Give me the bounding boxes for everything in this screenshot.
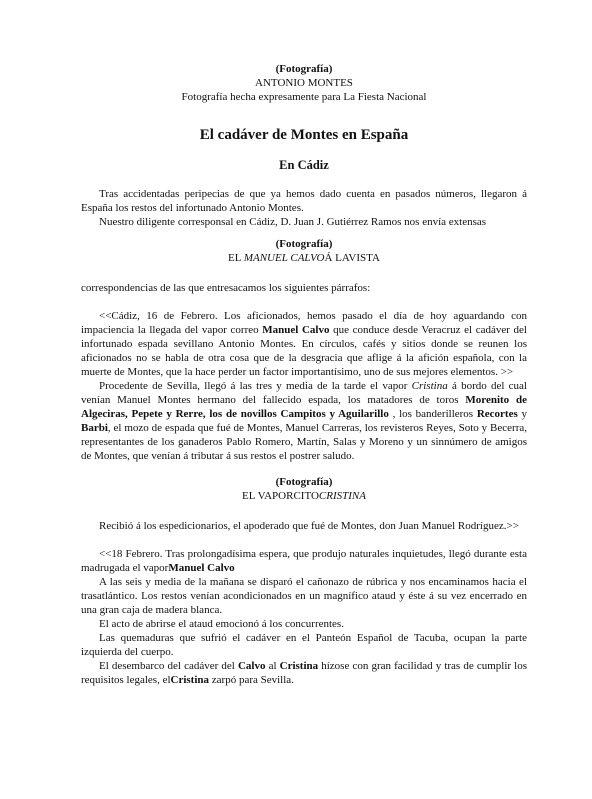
photo-title-pre: EL VAPORCITO [242, 490, 319, 502]
paragraph-seis: A las seis y media de la mañana se disparó el cañonazo de rúbrica y nos encaminamos hacia el trasatlántico. Los restos venían acondicionados en un magnífico ataud y éste á su vez encerrado en una gran caja de madera blanca. [81, 576, 527, 616]
photo-caption-calvo [81, 237, 527, 265]
photo-name: ANTONIO MONTES [255, 77, 353, 89]
quote-paragraph-1 [81, 309, 527, 379]
text-run: , los banderilleros [388, 408, 477, 420]
ship-name: Cristina [170, 674, 210, 686]
quote-paragraph-2 [81, 547, 527, 575]
ship-name: Calvo [237, 660, 266, 672]
paragraph-desembarco [81, 659, 527, 687]
ship-name: Cristina [279, 660, 319, 672]
ship-name: Cristina [411, 380, 448, 392]
intro [81, 187, 527, 229]
paragraph-quemaduras: Las quemaduras que sufrió el cadáver en el Panteón Español de Tacuba, ocupan la parte izquierda del cuerpo. [81, 632, 527, 658]
photo-label: (Fotografía) [275, 476, 333, 488]
photo-title-ship: CRISTINA [318, 490, 366, 502]
text-run: á bordo del cual venían Manuel Montes hermano del fallecido espada, los matadores de toros [81, 380, 527, 406]
correspondence-line: correspondencias de las que entresacamos los siguientes párrafos: [81, 282, 371, 294]
photo-caption-montes [81, 62, 527, 104]
recibio-paragraph: Recibió á los espedicionarios, el apoderado que fué de Montes, don Juan Manuel Rodríguez.>> [99, 520, 519, 532]
photo-caption-cristina [81, 475, 527, 503]
ship-name: Manuel Calvo [262, 324, 330, 336]
text-run: al [265, 660, 280, 672]
photo-label: (Fotografía) [275, 238, 333, 250]
text-run: que conduce desde Veracruz el cadáver del infortunado espada sevillano Antonio Montes. En círculos, cafés y sitios donde se reunen los aficionados no se habla de otra cosa que de la desgracia que aflige á la afición española, con la muerte de Montes, que la hace perder un factor importantísimo, uno de sus mejores elementos. >> [81, 324, 527, 378]
article-title: El cadáver de Montes en España [199, 127, 409, 143]
text-run: , el mozo de espada que fué de Montes, Manuel Carreras, los revisteros Reyes, Soto y Becerra, representantes de los ganaderos Pablo Romero, Martín, Salas y Moreno y un sinnúmero de amigos de Montes, que venían á tributar á sus restos el postrer saludo. [81, 422, 527, 462]
banderillero-name: Recortes [476, 408, 518, 420]
photo-title-ship: MANUEL CALVO [243, 252, 325, 264]
photo-title-post: Á LAVISTA [324, 252, 380, 264]
ship-name: Manuel Calvo [168, 562, 235, 574]
sevilla-paragraph [81, 379, 527, 463]
photo-label: (Fotografía) [275, 63, 333, 75]
photo-title-pre: EL [228, 252, 244, 264]
photo-credit: Fotografía hecha expresamente para La Fiesta Nacional [181, 91, 427, 103]
text-run: zarpó para Sevilla. [209, 674, 294, 686]
intro-paragraph-2: Nuestro diligente corresponsal en Cádiz, D. Juan J. Gutiérrez Ramos nos envía extensas [99, 216, 487, 228]
text-run: y [517, 408, 527, 420]
text-run: hízose con gran facilidad y tras de cumplir los requisitos legales, el [81, 660, 527, 686]
text-run: El desembarco del cadáver del [99, 660, 238, 672]
article-subtitle: En Cádiz [279, 158, 329, 172]
paragraph-acto: El acto de abrirse el ataud emocionó á los concurrentes. [99, 618, 344, 630]
photo-title [81, 489, 527, 503]
intro-paragraph-1: Tras accidentadas peripecias de que ya hemos dado cuenta en pasados números, llegaron á España los restos del infortunado Antonio Montes. [81, 188, 527, 214]
text-run: Procedente de Sevilla, llegó á las tres y media de la tarde el vapor [99, 380, 412, 392]
bullfighters-names: Morenito de Algeciras, Pepete y Rerre, los de novillos Campitos y Aguilarillo [81, 394, 527, 420]
text-run: <<18 Febrero. Tras prolongadísima espera, que produjo naturales inquietudes, llegó durante esta madrugada el vapor [81, 548, 527, 574]
banderillero-name: Barbi [81, 422, 108, 434]
photo-title [81, 251, 527, 265]
text-run: <<Cádiz, 16 de Febrero. Los aficionados, hemos pasado el día de hoy aguardando con impaciencia la llegada del vapor correo [81, 310, 527, 336]
